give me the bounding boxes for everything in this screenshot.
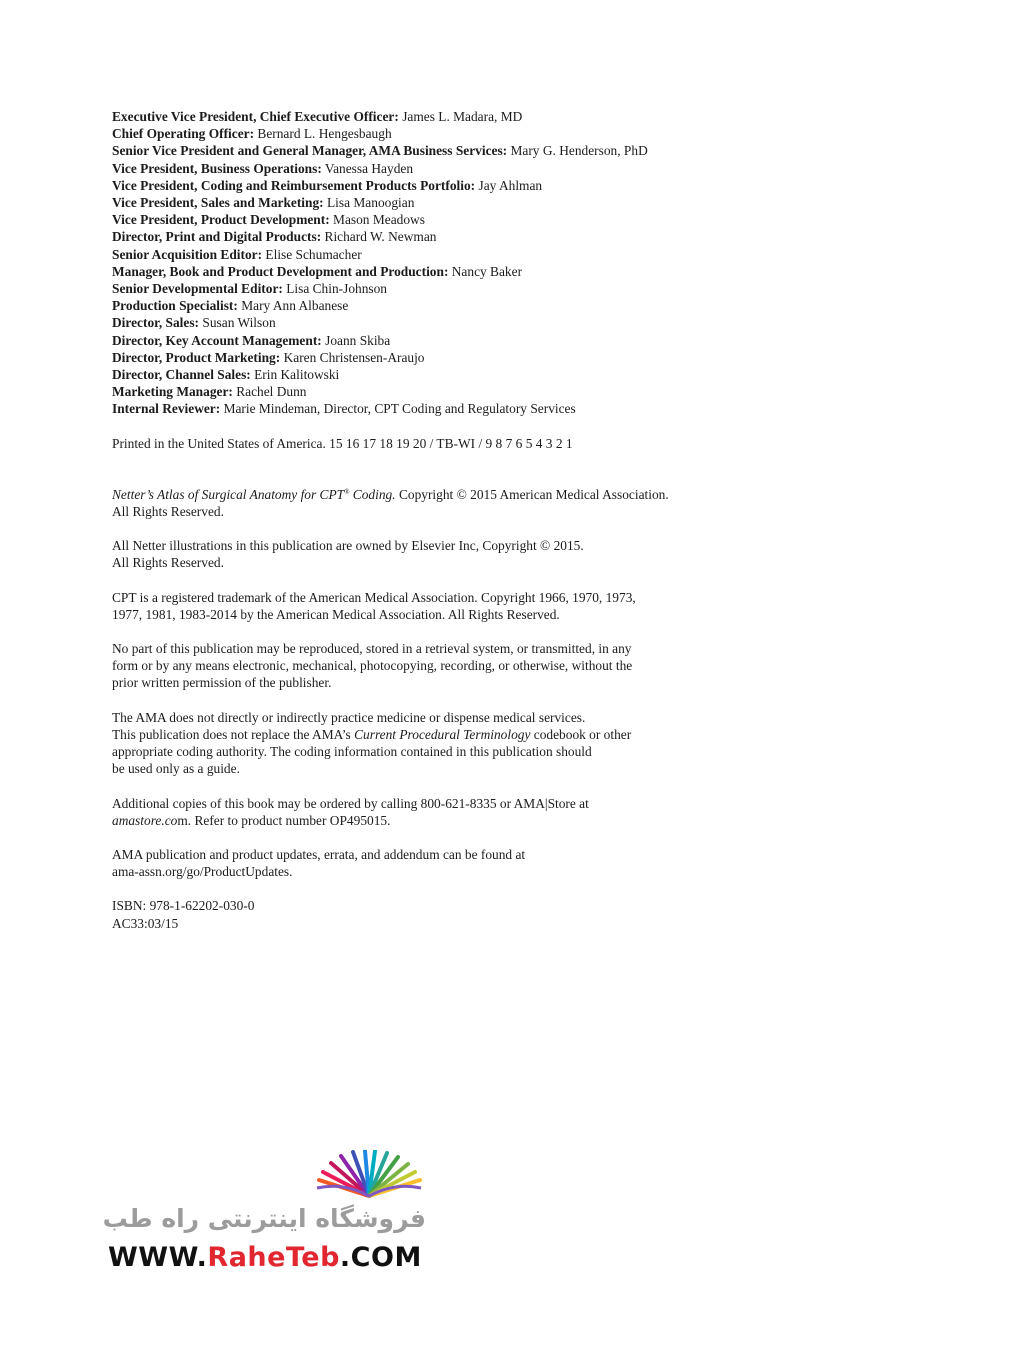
staff-credit-row [112, 366, 752, 383]
cpt-trademark-notice: CPT is a registered trademark of the American Medical Association. Copyright 1966, 1970, 1973, 1977, 1981, 1983-2014 by the American Medical Association. All Rights Reserved. [112, 589, 636, 622]
staff-name: Susan Wilson [202, 315, 276, 331]
staff-name: Karen Christensen-Araujo [283, 349, 425, 365]
staff-credit-row [112, 263, 752, 280]
registered-mark: ® [344, 487, 350, 496]
staff-name: Mary G. Henderson, PhD [510, 143, 648, 159]
staff-name: Lisa Chin-Johnson [286, 281, 388, 297]
watermark-persian-name: فروشگاه اینترنتی راه طب [102, 1204, 426, 1233]
staff-name: Elise Schumacher [265, 246, 362, 262]
staff-role: Vice President, Business Operations: [112, 160, 322, 176]
staff-name: Richard W. Newman [324, 229, 437, 245]
staff-credit-row [112, 383, 752, 400]
staff-name: Vanessa Hayden [324, 160, 414, 176]
staff-role: Chief Operating Officer: [112, 126, 255, 142]
staff-name: James L. Madara, MD [402, 109, 523, 124]
staff-credit-row [112, 400, 752, 417]
staff-credit-row [112, 194, 752, 211]
staff-role: Marketing Manager: [112, 384, 233, 400]
staff-credit-row [112, 349, 752, 366]
staff-role: Senior Acquisition Editor: [112, 246, 263, 262]
copyright-rights: All Rights Reserved. [112, 504, 224, 520]
copyright-page-content [112, 108, 752, 932]
copyright-text: Copyright © 2015 American Medical Association. [395, 486, 669, 502]
staff-name: Mason Meadows [333, 212, 425, 228]
open-book-logo-icon [313, 1150, 425, 1200]
staff-name: Jay Ahlman [478, 177, 543, 193]
staff-name: Mary Ann Albanese [241, 298, 349, 314]
store-link[interactable]: amastore.co [112, 812, 178, 828]
printed-in-line: Printed in the United States of America. 15 16 17 18 19 20 / TB-WI / 9 8 7 6 5 4 3 2 1 [112, 435, 573, 451]
staff-name: Joann Skiba [325, 332, 391, 348]
staff-role: Director, Channel Sales: [112, 367, 251, 383]
reproduction-notice: No part of this publication may be reproduced, stored in a retrieval system, or transmitted, in any form or by any means electronic, mechanical, photocopying, recording, or otherwise, without the prior written permission of the publisher. [112, 641, 633, 691]
staff-role: Production Specialist: [112, 298, 238, 314]
staff-credit-row [112, 228, 752, 245]
rahetab-watermark [100, 1150, 440, 1290]
staff-credit-row [112, 297, 752, 314]
staff-credits-list [112, 108, 752, 418]
medical-disclaimer: The AMA does not directly or indirectly practice medicine or dispense medical services. This publication does not replace the AMA’s Current Procedural Terminology codebook or other appropriate coding authority. The coding information contained in this publication should be used only as a guide. [112, 709, 632, 777]
isbn-block [112, 897, 752, 931]
staff-name: Bernard L. Hengesbaugh [257, 126, 392, 142]
staff-credit-row [112, 280, 752, 297]
staff-role: Senior Developmental Editor: [112, 281, 283, 297]
staff-credit-row [112, 160, 752, 177]
staff-credit-row [112, 246, 752, 263]
staff-role: Internal Reviewer: [112, 401, 221, 417]
staff-role: Director, Product Marketing: [112, 349, 281, 365]
watermark-url: WWW.RaheTeb.COM [108, 1242, 422, 1273]
staff-credit-row [112, 142, 752, 159]
staff-credit-row [112, 332, 752, 349]
netter-illustrations-notice: All Netter illustrations in this publication are owned by Elsevier Inc, Copyright © 2015. All Rights Reserved. [112, 538, 584, 571]
staff-name: Marie Mindeman, Director, CPT Coding and Regulatory Services [223, 401, 576, 417]
staff-role: Senior Vice President and General Manager, AMA Business Services: [112, 143, 508, 159]
copyright-notice [112, 486, 752, 520]
staff-credit-row [112, 211, 752, 228]
staff-name: Erin Kalitowski [254, 367, 340, 383]
staff-name: Nancy Baker [451, 263, 523, 279]
staff-role: Vice President, Coding and Reimbursement Products Portfolio: [112, 177, 476, 193]
staff-role: Vice President, Sales and Marketing: [112, 195, 324, 211]
book-title: Netter’s Atlas of Surgical Anatomy for CPT® Coding. [112, 486, 396, 502]
staff-credit-row [112, 125, 752, 142]
staff-role: Manager, Book and Product Development and Production: [112, 263, 449, 279]
staff-name: Lisa Manoogian [327, 195, 415, 211]
cpt-codebook-title: Current Procedural Terminology [354, 726, 531, 742]
staff-credit-row [112, 177, 752, 194]
product-updates-info: AMA publication and product updates, errata, and addendum can be found at ama-assn.org/go/ProductUpdates. [112, 846, 752, 880]
catalog-code: AC33:03/15 [112, 915, 179, 931]
isbn: ISBN: 978-1-62202-030-0 [112, 898, 255, 914]
ordering-info: Additional copies of this book may be ordered by calling 800-621-8335 or AMA|Store at amastore.com. Refer to product number OP495015. [112, 795, 589, 828]
staff-name: Rachel Dunn [236, 384, 307, 400]
updates-url: ama-assn.org/go/ProductUpdates. [112, 864, 293, 880]
staff-role: Director, Key Account Management: [112, 332, 322, 348]
staff-credit-row [112, 108, 752, 125]
staff-role: Director, Print and Digital Products: [112, 229, 322, 245]
staff-role: Vice President, Product Development: [112, 212, 330, 228]
staff-role: Director, Sales: [112, 315, 200, 331]
staff-role: Executive Vice President, Chief Executive Officer: [112, 109, 399, 124]
staff-credit-row [112, 314, 752, 331]
